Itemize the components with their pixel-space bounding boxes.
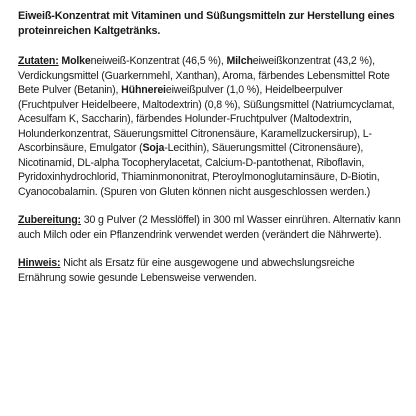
ingredients-text-2: eiweißkonzentrat (43,2 %), Verdickungsmittel (Guarkernmehl, Xanthan), Aroma, färbendes Lebensmittel Rote Bete Pulver (Betanin), bbox=[18, 55, 390, 96]
allergen-huehnerei: Hühnerei bbox=[121, 84, 166, 96]
ingredients-text-4: -Lecithin), Säuerungsmittel (Citronensäure), Nicotinamid, DL-alpha Tocopherylacetat, Calcium-D-pantothenat, Riboflavin, Pyridoxinhydrochlorid, Thiaminmononitrat, Pteroylmonoglutaminsäure, D-Biotin, Cyanocobalamin. (Spuren von Gluten können nicht ausgeschlossen werden.) bbox=[18, 142, 380, 198]
label-text-block bbox=[18, 9, 404, 299]
notice-label: Hinweis: bbox=[18, 257, 61, 269]
ingredients-label: Zutaten: bbox=[18, 55, 59, 67]
ingredients-text-1: neiweiß-Konzentrat (46,5 %), bbox=[90, 55, 227, 67]
notice-paragraph bbox=[18, 256, 404, 285]
allergen-soja: Soja bbox=[142, 142, 165, 154]
notice-text: Nicht als Ersatz für eine ausgewogene und abwechslungsreiche Ernährung sowie gesunde Lebensweise verwenden. bbox=[18, 257, 355, 284]
preparation-text: 30 g Pulver (2 Messlöffel) in 300 ml Wasser einrühren. Alternativ kann auch Milch oder ein Pflanzendrink verwendet werden (verändert die Nährwerte). bbox=[18, 214, 401, 241]
preparation-label: Zubereitung: bbox=[18, 214, 81, 226]
ingredients-text-3: eiweißpulver (1,0 %), Heidelbeerpulver (Fruchtpulver Heidelbeere, Maltodextrin) (0,8 %), Süßungsmittel (Natriumcyclamat, Acesulfam K, Saccharin), färbendes Holunder-Fruchtpulver (Maltodextrin, Holunderkonzentrat, Säuerungsmittel Citronensäure, Karamellzuckersirup), L-Ascorbinsäure, Emulgator ( bbox=[18, 84, 395, 154]
allergen-milch: Milch bbox=[226, 55, 253, 67]
allergen-molke: Molke bbox=[61, 55, 91, 67]
product-title: Eiweiß-Konzentrat mit Vitaminen und Süßungsmitteln zur Herstellung eines proteinreichen Kaltgetränks. bbox=[18, 10, 395, 37]
preparation-paragraph bbox=[18, 213, 404, 242]
ingredients-paragraph bbox=[18, 54, 404, 199]
